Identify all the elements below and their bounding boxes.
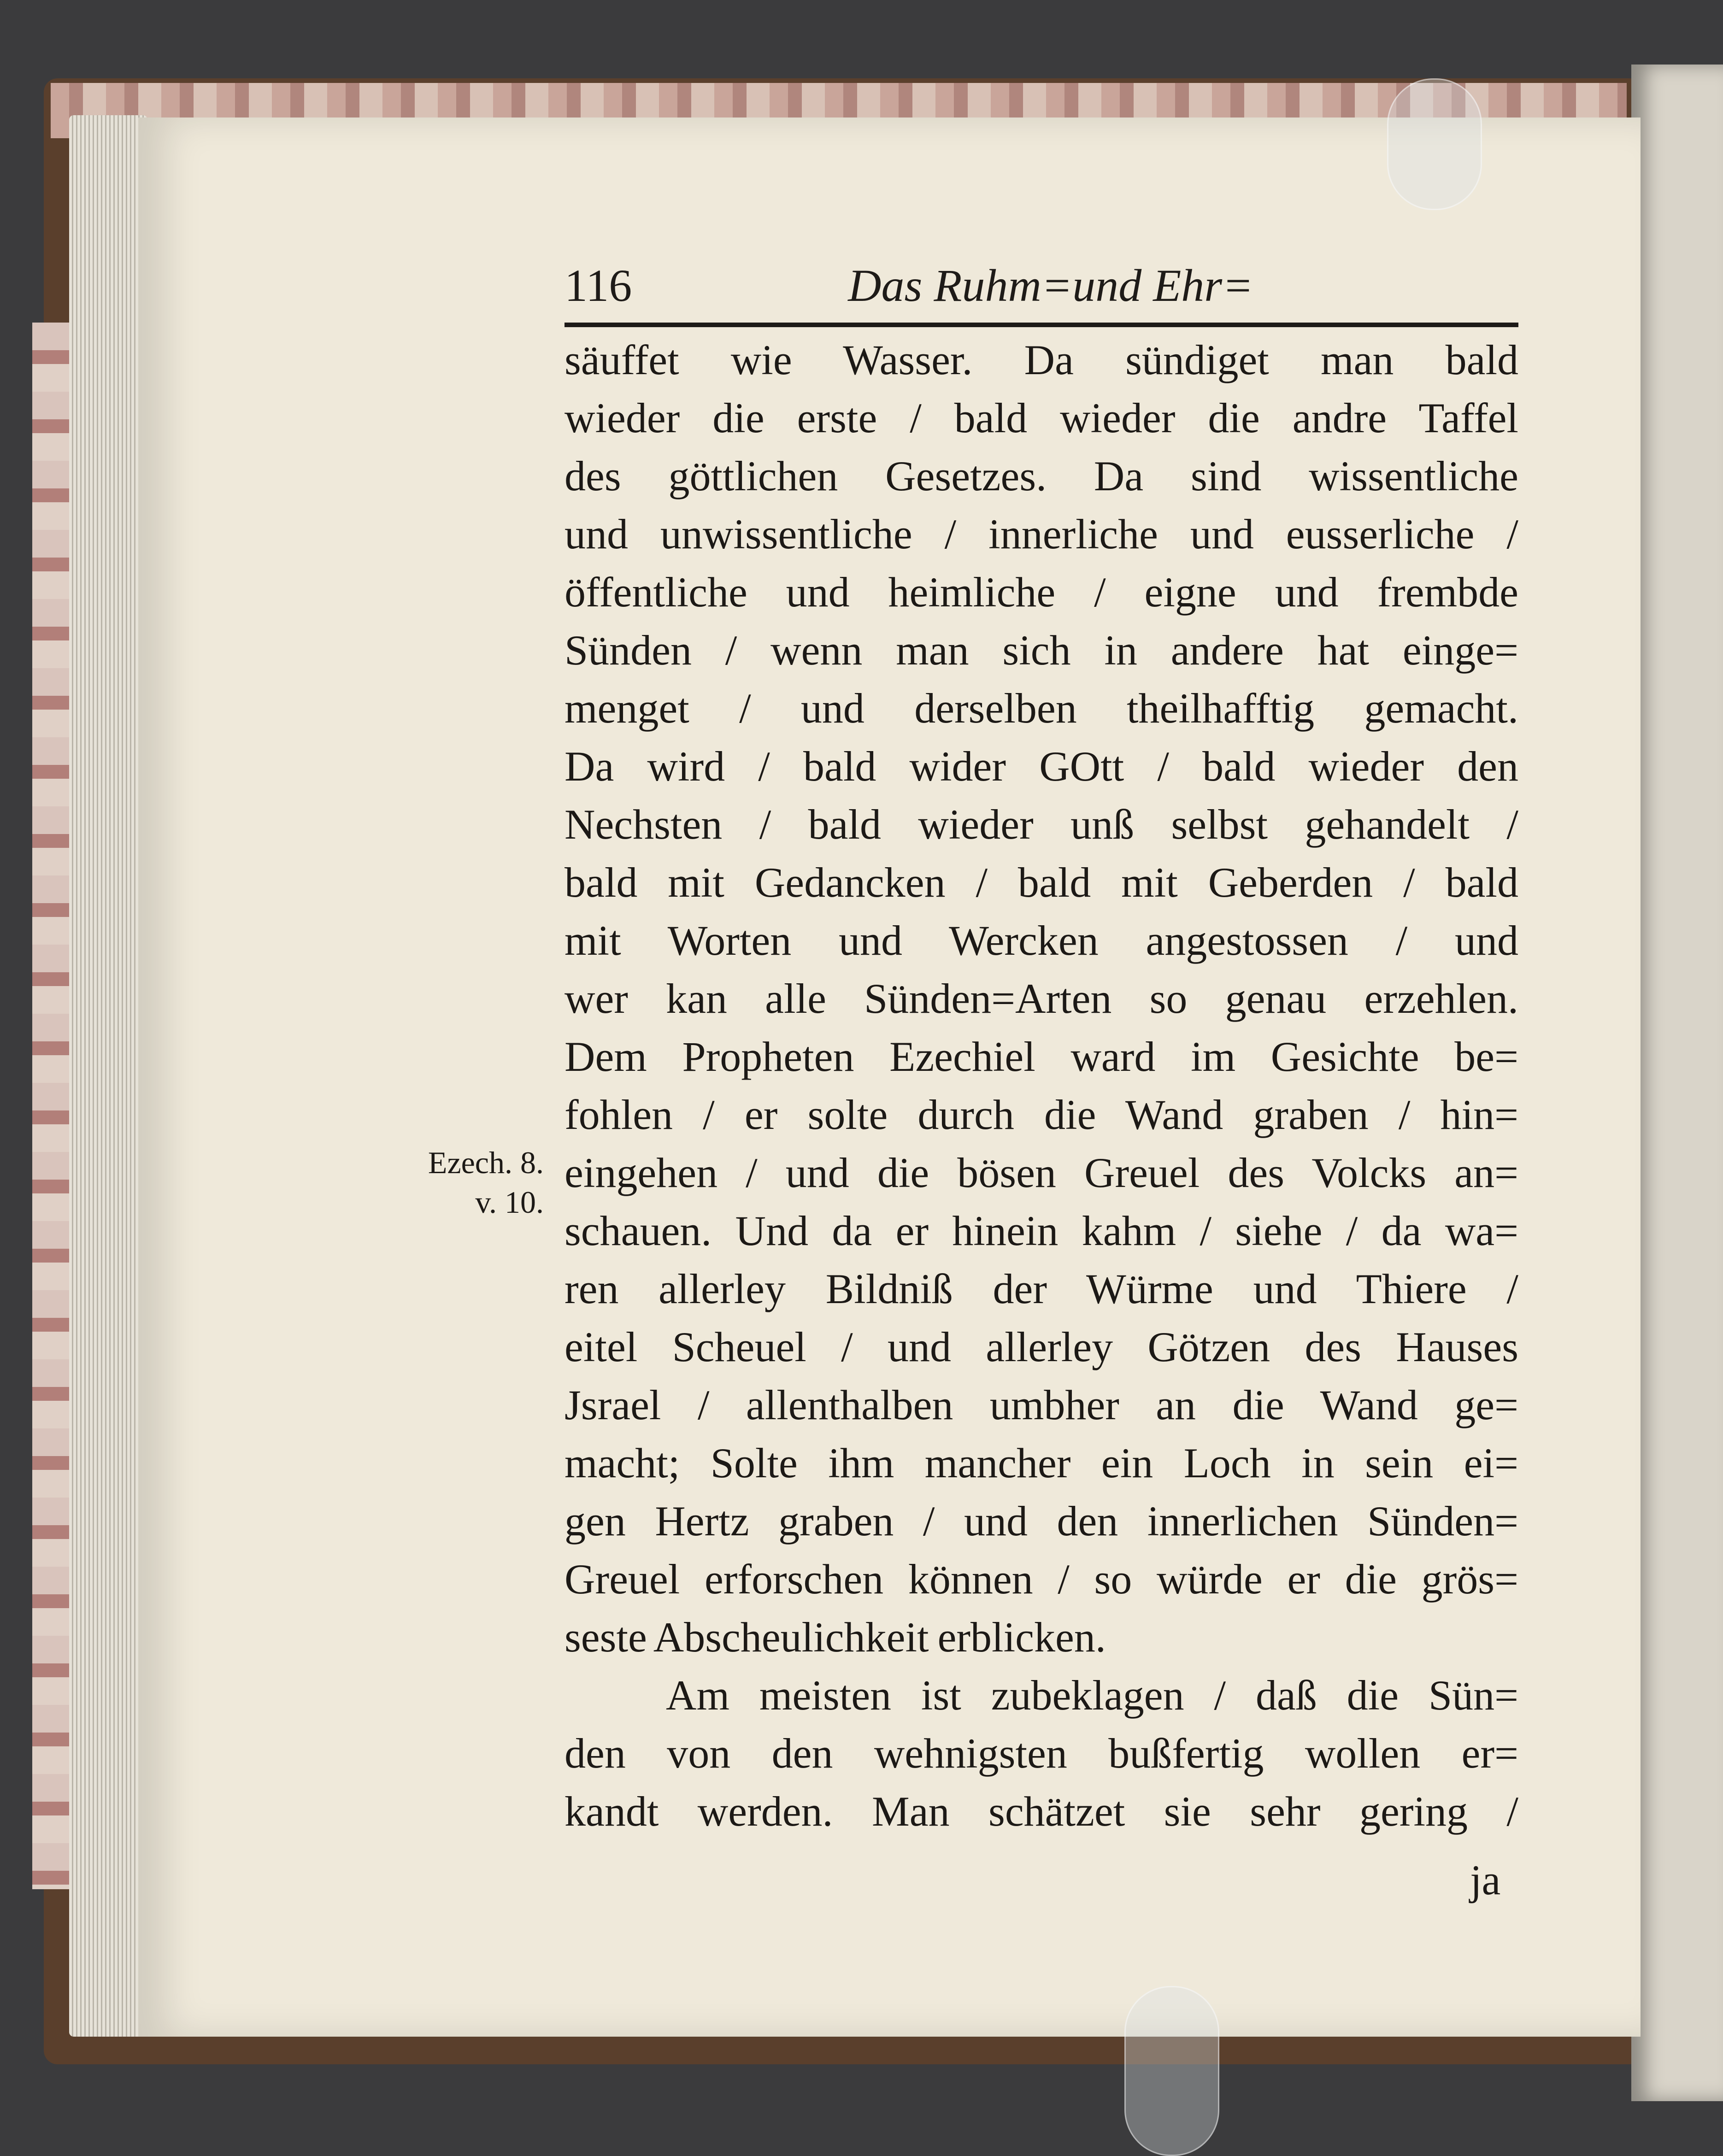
page-clip-bottom [1124,1986,1219,2156]
page-edges [69,115,147,2037]
text-line: wer kan alle Sünden=Arten so genau erzehlen. [565,975,1518,1022]
text-line: Jsrael / allenthalben umbher an die Wand ge= [565,1381,1518,1428]
text-line: Greuel erforschen können / so würde er die grös= [565,1556,1518,1603]
text-line: eingehen / und die bösen Greuel des Volcks an= [565,1149,1518,1196]
text-line: ren allerley Bildniß der Würme und Thiere / [565,1265,1518,1312]
text-line: Am meisten ist zubeklagen / daß die Sün= [666,1672,1518,1719]
body-text [565,331,1518,1840]
text-line: des göttlichen Gesetzes. Da sind wissentliche [565,452,1518,499]
page-clip-top [1387,78,1482,210]
facing-page [1631,65,1723,2101]
text-line: Dem Propheten Ezechiel ward im Gesichte be= [565,1033,1518,1080]
text-line: öffentliche und heimliche / eigne und frembde [565,569,1518,616]
margin-note-verse: v. 10. [475,1185,544,1220]
header-rule [565,323,1518,327]
text-line: mit Worten und Wercken angestossen / und [565,917,1518,964]
text-line: bald mit Gedancken / bald mit Geberden / bald [565,859,1518,906]
text-line: seste Abscheulichkeit erblicken. [565,1614,1106,1661]
running-title: Das Ruhm=und Ehr= [848,260,1253,311]
page-number: 116 [565,260,632,311]
catchword: ja [1470,1856,1501,1903]
text-line: Sünden / wenn man sich in andere hat einge= [565,627,1518,674]
margin-note-ref: Ezech. 8. [428,1145,544,1180]
text-line: menget / und derselben theilhafftig gemacht. [565,685,1518,732]
text-line: Nechsten / bald wieder unß selbst gehandelt / [565,801,1518,848]
text-line: und unwissentliche / innerliche und eusserliche / [565,511,1518,558]
text-line: den von den wehnigsten bußfertig wollen er= [565,1730,1518,1777]
text-line: schauen. Und da er hinein kahm / siehe / da wa= [565,1207,1518,1254]
text-line: fohlen / er solte durch die Wand graben / hin= [565,1091,1518,1138]
text-line: gen Hertz graben / und den innerlichen Sünden= [565,1498,1518,1545]
text-line: kandt werden. Man schätzet sie sehr gering / [565,1788,1518,1835]
margin-note [369,1143,544,1222]
marbled-endpaper-left [32,323,74,1889]
text-line: Da wird / bald wider GOtt / bald wieder den [565,743,1518,790]
text-line: wieder die erste / bald wieder die andre Taffel [565,394,1518,441]
text-line: eitel Scheuel / und allerley Götzen des Hauses [565,1323,1518,1370]
text-line: macht; Solte ihm mancher ein Loch in sein ei= [565,1439,1518,1486]
text-line: säuffet wie Wasser. Da sündiget man bald [565,336,1518,383]
